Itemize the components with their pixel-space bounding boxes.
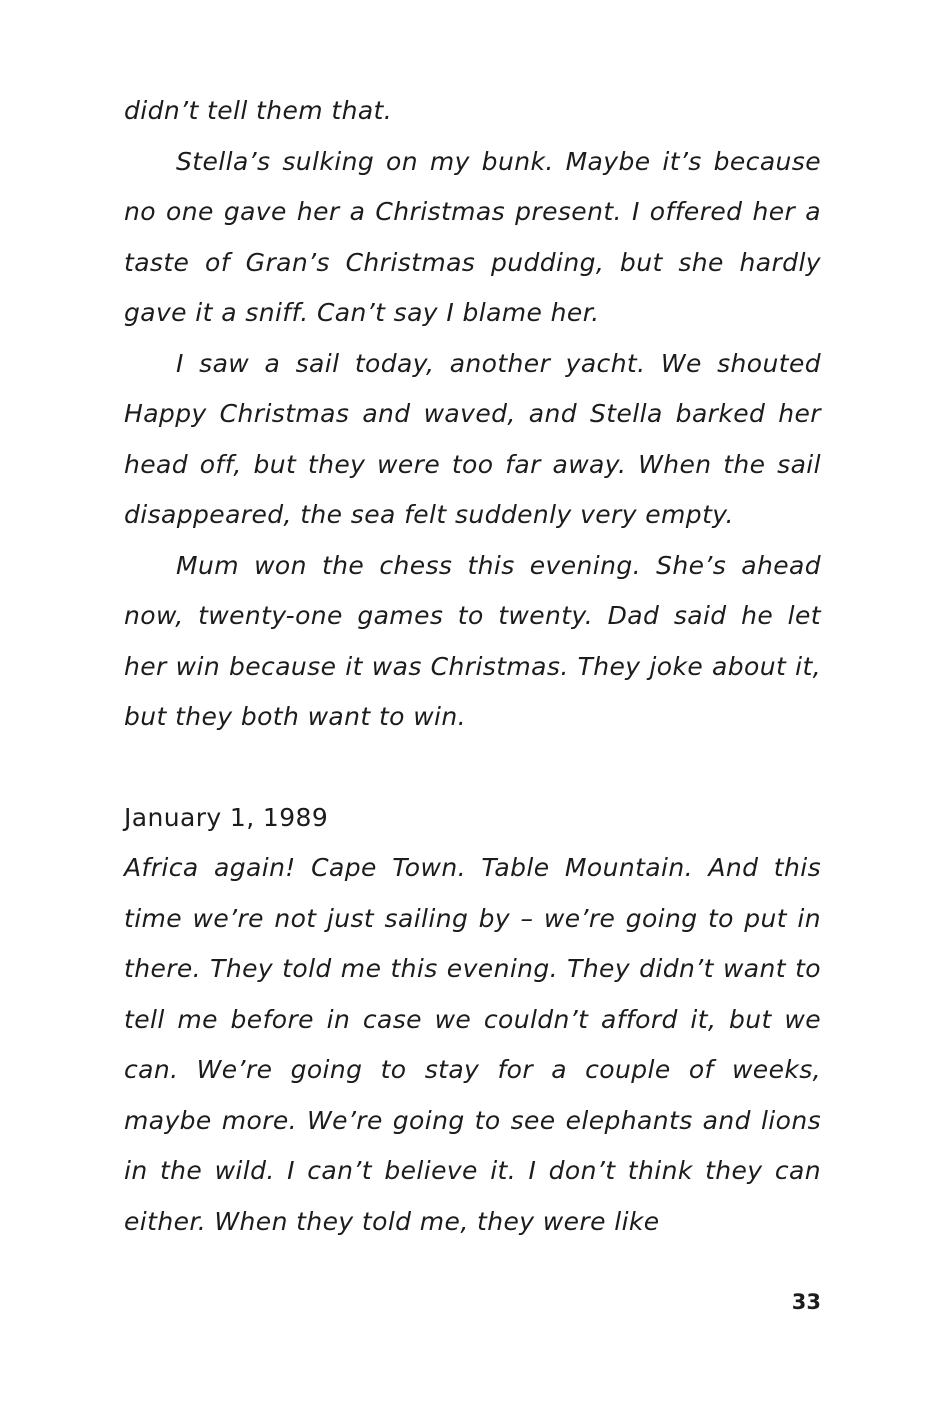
paragraph-saw-sail: I saw a sail today, another yacht. We shouted Happy Christmas and waved, and Stella barked her head off, but they were too far away. When the sail disappeared, the sea felt suddenly very empty.: [124, 348, 821, 529]
page-number: 33: [791, 1290, 821, 1314]
section-break: [124, 743, 821, 793]
paragraph-chess: Mum won the chess this evening. She’s ahead now, twenty-one games to twenty. Dad said he let her win because it was Christmas. They joke about it, but they both want to win.: [124, 550, 821, 731]
paragraph-stella-sulking: Stella’s sulking on my bunk. Maybe it’s because no one gave her a Christmas present. I offered her a taste of Gran’s Christmas pudding, but she hardly gave it a sniff. Can’t say I blame her.: [124, 146, 821, 327]
diary-date-heading: January 1, 1989: [124, 802, 329, 832]
paragraph-africa: Africa again! Cape Town. Table Mountain. And this time we’re not just sailing by – we’re going to put in there. They told me this evening. They didn’t want to tell me before in case we couldn’t afford it, but we can. We’re going to stay for a couple of weeks, maybe more. We’re going to see elephants and lions in the wild. I can’t believe it. I don’t think they can either. When they told me, they were like: [124, 853, 821, 1236]
body-text: [124, 86, 821, 1247]
paragraph-continuation: didn’t tell them that.: [124, 96, 393, 125]
